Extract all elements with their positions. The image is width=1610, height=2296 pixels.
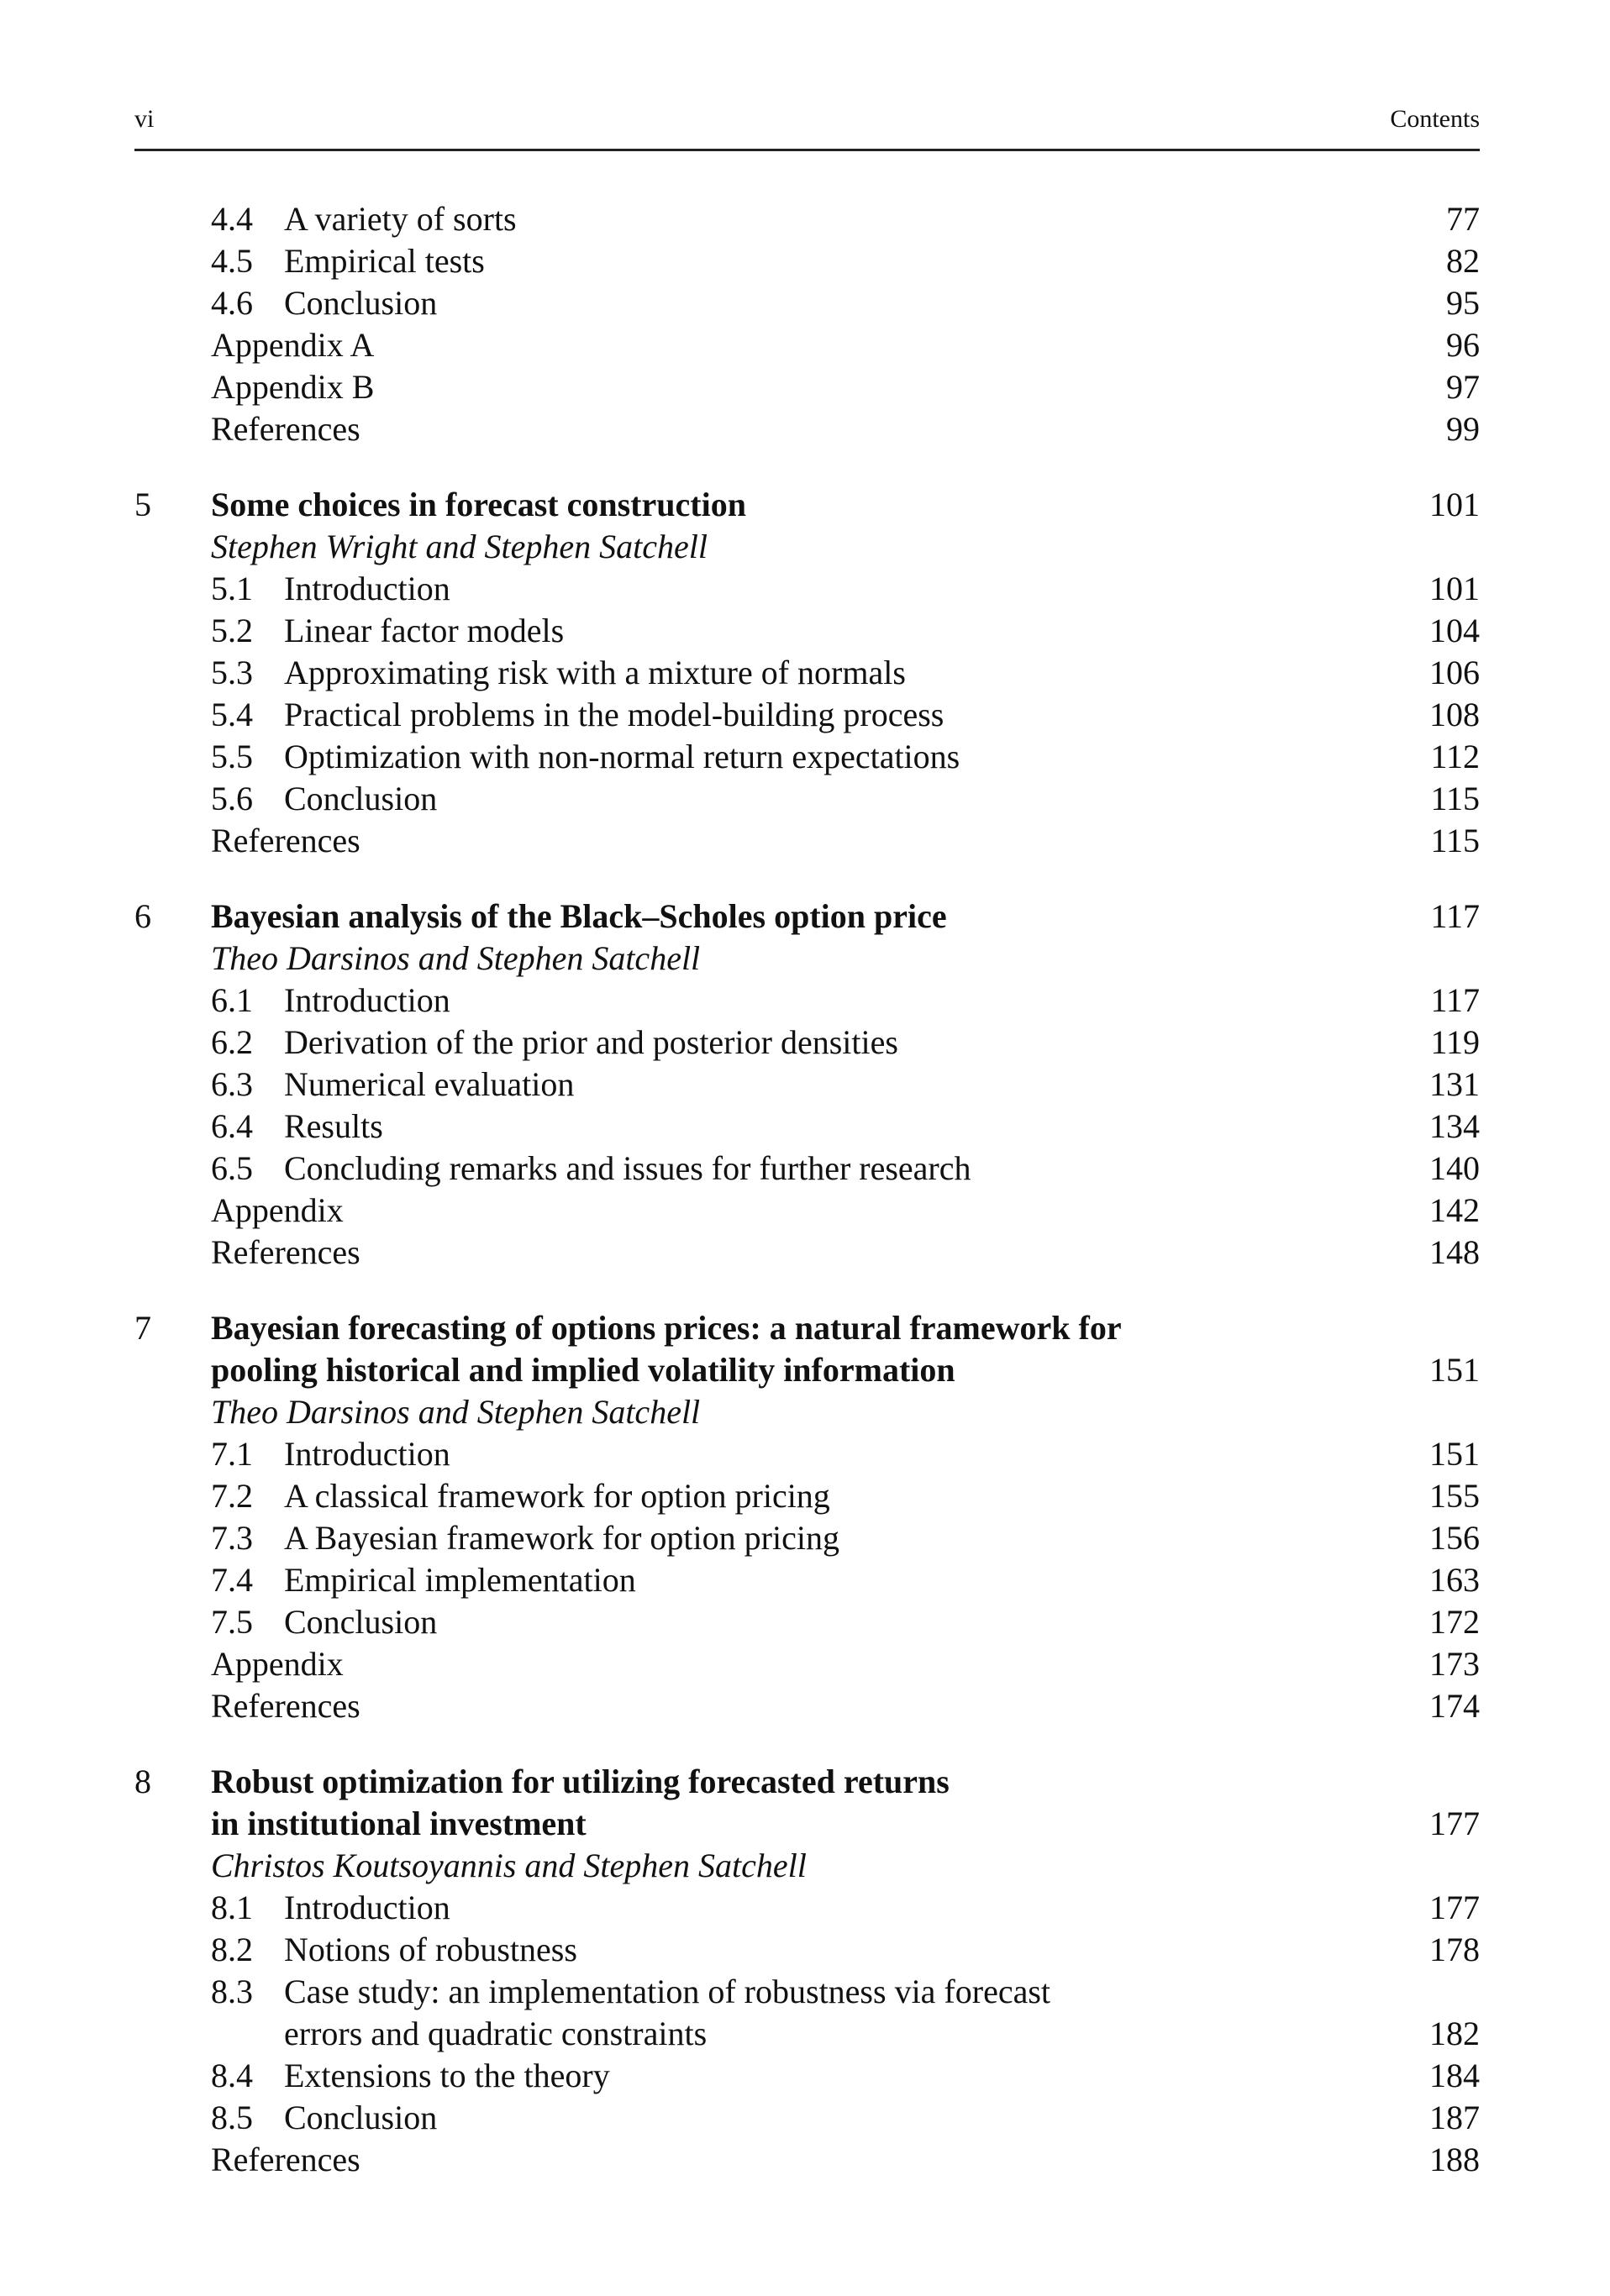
toc-section[interactable]	[134, 1022, 1480, 1064]
section-title: A Bayesian framework for option pricing	[284, 1519, 839, 1557]
chapter-number: 6	[134, 897, 151, 935]
chapter-heading[interactable]	[134, 896, 1480, 938]
page-ref: 187	[1429, 2099, 1480, 2136]
chapter-title: Robust optimization for utilizing forecasted returns	[211, 1763, 950, 1800]
extra-label: References	[211, 822, 360, 859]
toc-section[interactable]	[134, 1971, 1480, 2013]
toc-extra[interactable]	[134, 820, 1480, 862]
section-number: 4.6	[211, 284, 253, 322]
page-ref: 163	[1429, 1561, 1480, 1599]
toc-extra[interactable]	[134, 1643, 1480, 1685]
toc-extra[interactable]	[134, 366, 1480, 408]
section-number: 7.3	[211, 1519, 253, 1557]
page-ref: 174	[1429, 1687, 1480, 1725]
chapter-authors	[134, 1391, 1480, 1433]
chapter-heading[interactable]	[134, 484, 1480, 526]
section-number: 5.4	[211, 696, 253, 733]
section-title: Empirical implementation	[284, 1561, 636, 1599]
chapter-title: Bayesian analysis of the Black–Scholes option price	[211, 897, 947, 935]
section-number: 7.5	[211, 1603, 253, 1641]
toc-section[interactable]	[134, 198, 1480, 240]
toc-section[interactable]	[134, 2097, 1480, 2139]
page-ref: 106	[1429, 654, 1480, 691]
section-number: 5.6	[211, 780, 253, 817]
chapter-heading-cont[interactable]	[134, 1803, 1480, 1845]
toc-section-cont[interactable]	[134, 2013, 1480, 2055]
page-ref: 112	[1430, 738, 1480, 775]
section-title: Optimization with non-normal return expectations	[284, 738, 960, 775]
toc-section[interactable]	[134, 1887, 1480, 1929]
page-ref: 172	[1429, 1603, 1480, 1641]
chapter-heading[interactable]	[134, 1761, 1480, 1803]
chapter-number: 7	[134, 1309, 151, 1347]
section-title: Notions of robustness	[284, 1931, 577, 1968]
section-number: 8.2	[211, 1931, 253, 1968]
extra-label: References	[211, 2141, 360, 2178]
toc-section[interactable]	[134, 980, 1480, 1022]
chapter-heading-cont[interactable]	[134, 1349, 1480, 1391]
chapter-title: Bayesian forecasting of options prices: a natural framework for	[211, 1309, 1122, 1347]
section-number: 5.5	[211, 738, 253, 775]
authors: Stephen Wright and Stephen Satchell	[211, 528, 708, 565]
section-number: 6.5	[211, 1149, 253, 1187]
toc-section[interactable]	[134, 282, 1480, 324]
chapter-number: 8	[134, 1763, 151, 1800]
toc-section[interactable]	[134, 2055, 1480, 2097]
section-number: 4.5	[211, 242, 253, 280]
toc-section[interactable]	[134, 1148, 1480, 1190]
running-head: Contents	[1390, 105, 1480, 133]
chapter-authors	[134, 938, 1480, 980]
section-number: 5.2	[211, 612, 253, 649]
section-title: Conclusion	[284, 1603, 438, 1641]
section-number: 8.3	[211, 1973, 253, 2010]
page-ref: 177	[1429, 1805, 1480, 1842]
toc-section[interactable]	[134, 736, 1480, 778]
page-ref: 131	[1429, 1065, 1480, 1103]
section-title: Conclusion	[284, 780, 438, 817]
authors: Christos Koutsoyannis and Stephen Satchell	[211, 1847, 807, 1884]
page-ref: 184	[1429, 2057, 1480, 2094]
section-title: Conclusion	[284, 2099, 438, 2136]
chapter-title: Some choices in forecast construction	[211, 486, 746, 523]
chapter-authors	[134, 526, 1480, 568]
section-title: Introduction	[284, 1889, 450, 1926]
extra-label: References	[211, 1233, 360, 1271]
section-title: Introduction	[284, 981, 450, 1019]
toc-extra[interactable]	[134, 1232, 1480, 1274]
section-number: 6.4	[211, 1107, 253, 1145]
chapter-authors	[134, 1845, 1480, 1887]
extra-label: Appendix	[211, 1191, 344, 1229]
page-ref: 151	[1429, 1435, 1480, 1473]
page-ref: 96	[1446, 326, 1480, 364]
section-title: Approximating risk with a mixture of normals	[284, 654, 906, 691]
section-title: Introduction	[284, 570, 450, 607]
chapter-heading[interactable]	[134, 1307, 1480, 1349]
table-of-contents	[134, 198, 1480, 2181]
section-title: Results	[284, 1107, 383, 1145]
toc-section[interactable]	[134, 1475, 1480, 1517]
page-ref: 104	[1429, 612, 1480, 649]
section-number: 7.2	[211, 1477, 253, 1515]
toc-section[interactable]	[134, 240, 1480, 282]
section-number: 8.5	[211, 2099, 253, 2136]
page-ref: 134	[1429, 1107, 1480, 1145]
section-number: 7.4	[211, 1561, 253, 1599]
section-number: 8.1	[211, 1889, 253, 1926]
toc-section[interactable]	[134, 1106, 1480, 1148]
section-number: 6.2	[211, 1023, 253, 1061]
page-ref: 117	[1430, 981, 1480, 1019]
section-number: 7.1	[211, 1435, 253, 1473]
toc-section[interactable]	[134, 568, 1480, 610]
page-ref: 95	[1446, 284, 1480, 322]
page-ref: 148	[1429, 1233, 1480, 1271]
section-title: A classical framework for option pricing	[284, 1477, 830, 1515]
page-ref: 119	[1430, 1023, 1480, 1061]
page-ref: 182	[1429, 2015, 1480, 2052]
authors: Theo Darsinos and Stephen Satchell	[211, 939, 701, 977]
section-title: Numerical evaluation	[284, 1065, 575, 1103]
extra-label: Appendix A	[211, 326, 375, 364]
section-number: 5.1	[211, 570, 253, 607]
section-title-cont: errors and quadratic constraints	[284, 2015, 708, 2052]
extra-label: Appendix	[211, 1645, 344, 1683]
toc-extra[interactable]	[134, 408, 1480, 450]
extra-label: References	[211, 410, 360, 448]
section-title: Case study: an implementation of robustness via forecast	[284, 1973, 1051, 2010]
authors: Theo Darsinos and Stephen Satchell	[211, 1393, 701, 1431]
page-ref: 97	[1446, 368, 1480, 406]
page-ref: 82	[1446, 242, 1480, 280]
header-rule	[134, 149, 1480, 151]
page-ref: 142	[1429, 1191, 1480, 1229]
section-title: Derivation of the prior and posterior densities	[284, 1023, 898, 1061]
toc-section[interactable]	[134, 1433, 1480, 1475]
page-ref: 99	[1446, 410, 1480, 448]
page-ref: 77	[1446, 200, 1480, 238]
toc-section[interactable]	[134, 652, 1480, 694]
page-ref: 108	[1429, 696, 1480, 733]
toc-extra[interactable]	[134, 1685, 1480, 1727]
page-ref: 101	[1429, 486, 1480, 523]
section-title: Extensions to the theory	[284, 2057, 610, 2094]
section-title: Introduction	[284, 1435, 450, 1473]
toc-section[interactable]	[134, 1601, 1480, 1643]
toc-section[interactable]	[134, 694, 1480, 736]
page-ref: 151	[1429, 1351, 1480, 1389]
section-title: Concluding remarks and issues for further research	[284, 1149, 971, 1187]
page-ref: 115	[1430, 822, 1480, 859]
section-number: 5.3	[211, 654, 253, 691]
toc-section[interactable]	[134, 1929, 1480, 1971]
page-ref: 115	[1430, 780, 1480, 817]
page-ref: 156	[1429, 1519, 1480, 1557]
page-ref: 140	[1429, 1149, 1480, 1187]
section-number: 4.4	[211, 200, 253, 238]
section-title: Empirical tests	[284, 242, 485, 280]
toc-section[interactable]	[134, 610, 1480, 652]
page-ref: 155	[1429, 1477, 1480, 1515]
extra-label: Appendix B	[211, 368, 375, 406]
section-number: 6.1	[211, 981, 253, 1019]
toc-section[interactable]	[134, 1064, 1480, 1106]
page-ref: 177	[1429, 1889, 1480, 1926]
section-title: Conclusion	[284, 284, 438, 322]
toc-extra[interactable]	[134, 2139, 1480, 2181]
toc-extra[interactable]	[134, 324, 1480, 366]
section-title: A variety of sorts	[284, 200, 517, 238]
page-ref: 117	[1430, 897, 1480, 935]
chapter-number: 5	[134, 486, 151, 523]
page-number: vi	[134, 105, 155, 133]
toc-section[interactable]	[134, 1559, 1480, 1601]
toc-section[interactable]	[134, 1517, 1480, 1559]
chapter-title-cont: in institutional investment	[211, 1805, 587, 1842]
toc-extra[interactable]	[134, 1190, 1480, 1232]
section-number: 8.4	[211, 2057, 253, 2094]
toc-section[interactable]	[134, 778, 1480, 820]
page-ref: 101	[1429, 570, 1480, 607]
section-title: Linear factor models	[284, 612, 565, 649]
page-ref: 178	[1429, 1931, 1480, 1968]
chapter-title-cont: pooling historical and implied volatility information	[211, 1351, 955, 1389]
extra-label: References	[211, 1687, 360, 1725]
page-ref: 188	[1429, 2141, 1480, 2178]
section-title: Practical problems in the model-building process	[284, 696, 944, 733]
section-number: 6.3	[211, 1065, 253, 1103]
page-ref: 173	[1429, 1645, 1480, 1683]
